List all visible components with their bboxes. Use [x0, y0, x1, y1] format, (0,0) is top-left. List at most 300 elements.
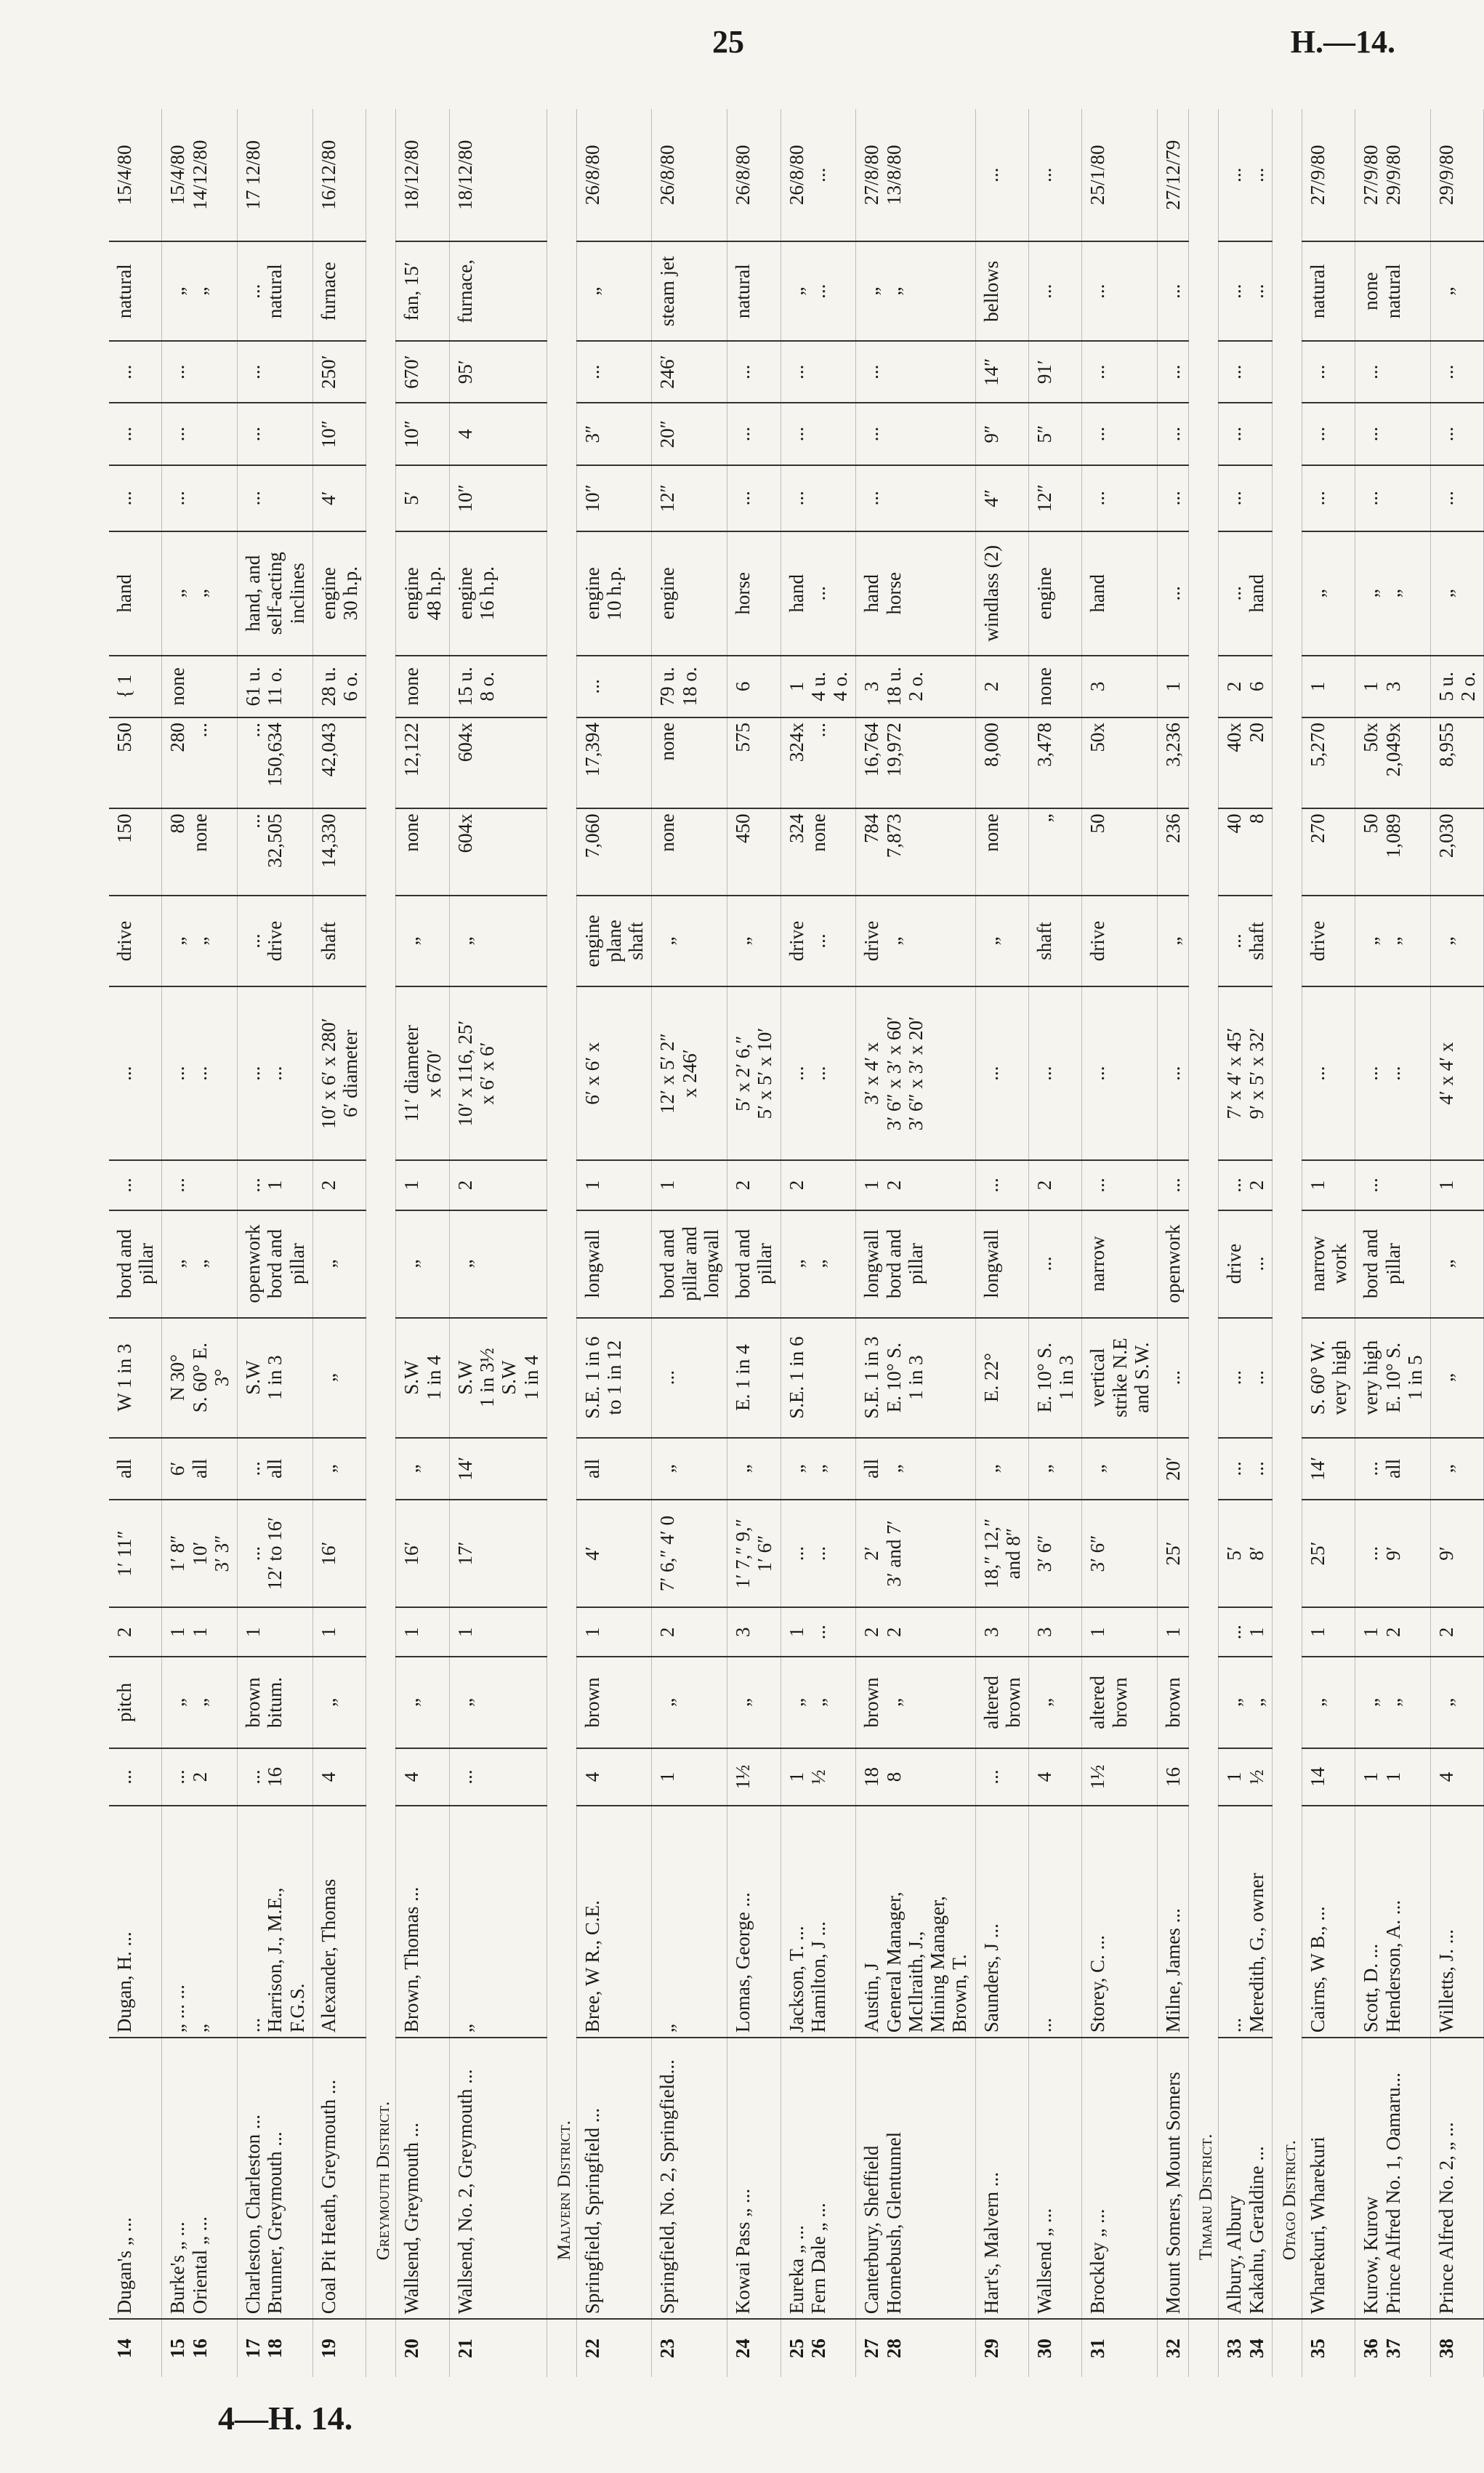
- row-number-cell: 31: [1082, 2319, 1158, 2377]
- coal-kind-cell: „: [396, 1657, 449, 1748]
- depth-value-cell: 14″: [975, 341, 1028, 403]
- district-heading: Greymouth District.: [374, 2101, 394, 2261]
- coal-kind-cell: brown: [1158, 1657, 1189, 1748]
- pump-size-cell: ...: [1355, 403, 1431, 465]
- ventilation-method-cell: ...: [1158, 241, 1189, 341]
- seam-count-cell: ... 1: [1219, 1607, 1272, 1657]
- depth-value-cell: ...: [727, 341, 781, 403]
- mine-name-cell: Albury, Albury Kakahu, Geraldine ...: [1219, 2038, 1272, 2319]
- worked-thickness-cell: all: [109, 1438, 162, 1500]
- main-dimension-cell: 12″: [652, 465, 727, 531]
- main-dimension-cell: ...: [162, 465, 238, 531]
- pump-size-cell: ...: [162, 403, 238, 465]
- owner-name-cell: „ ... ... „: [162, 1806, 238, 2038]
- seam-count-cell: 1: [396, 1607, 449, 1657]
- persons-employed-cell: 3 18 u. 2 o.: [856, 656, 975, 717]
- seam-thickness-cell: ... 9′: [1355, 1500, 1431, 1607]
- row-number-cell: 24: [727, 2319, 781, 2377]
- previous-output-cell: none: [396, 808, 449, 896]
- worked-thickness-cell: „: [727, 1438, 781, 1500]
- output-tons-cell: 8,955: [1431, 717, 1484, 808]
- seam-count-cell: 1: [1302, 1607, 1355, 1657]
- mine-name-cell: Kowai Pass „ ...: [727, 2038, 781, 2319]
- inspection-date-cell: ...: [1033, 167, 1055, 182]
- acreage-cell: ...: [449, 1748, 547, 1806]
- previous-output-cell: none: [975, 808, 1028, 896]
- previous-output-cell: 324 none: [781, 808, 856, 896]
- coal-kind-cell: altered brown: [1082, 1657, 1158, 1748]
- depth-value-cell: ...: [781, 341, 856, 403]
- table-row: [238, 109, 313, 2377]
- seam-dip-cell: S.E. 1 in 6: [781, 1318, 856, 1438]
- coal-kind-cell: „: [727, 1657, 781, 1748]
- table-row: [449, 109, 547, 2377]
- inspection-date-cell: 27/8/80 13/8/80: [860, 145, 905, 205]
- output-tons-cell: 575: [727, 717, 781, 808]
- mine-name-cell: Charleston, Charleston ... Brunner, Greymouth ...: [238, 2038, 313, 2319]
- row-number-cell: 23: [652, 2319, 727, 2377]
- worked-thickness-cell: „: [1431, 1438, 1484, 1500]
- shaft-count-cell: 2: [781, 1160, 856, 1210]
- coal-kind-cell: pitch: [109, 1657, 162, 1748]
- entry-method-cell: „: [727, 896, 781, 986]
- table-row: [781, 109, 856, 2377]
- entry-method-cell: drive: [1302, 896, 1355, 986]
- mine-name-cell: Hart's, Malvern ...: [975, 2038, 1028, 2319]
- pump-size-cell: 3″: [576, 403, 652, 465]
- persons-employed-cell: none: [162, 656, 238, 717]
- depth-value-cell: ...: [1355, 341, 1431, 403]
- inspection-date-cell: 26/8/80: [581, 145, 603, 205]
- persons-employed-cell: 5 u. 2 o.: [1431, 656, 1484, 717]
- inspection-date-cell: 29/9/80: [1435, 145, 1458, 205]
- shaft-count-cell: ...: [162, 1160, 238, 1210]
- owner-name-cell: Alexander, Thomas: [312, 1806, 366, 2038]
- pump-size-cell: 4: [449, 403, 547, 465]
- output-tons-cell: none: [652, 717, 727, 808]
- output-tons-cell: 604x: [449, 717, 547, 808]
- seam-thickness-cell: ... 12′ to 16′: [238, 1500, 313, 1607]
- ventilation-method-cell: natural: [1302, 241, 1355, 341]
- coal-kind-cell: „ „: [1219, 1657, 1272, 1748]
- seam-count-cell: 1: [1082, 1607, 1158, 1657]
- output-tons-cell: 280 ...: [162, 717, 238, 808]
- row-number-cell: 25 26: [781, 2319, 856, 2377]
- inspection-date-cell: ...: [980, 167, 1002, 182]
- owner-name-cell: Austin, J General Manager, McIlraith, J., Mining Manager, Brown, T.: [856, 1806, 975, 2038]
- inspection-date-cell: 26/8/80 ...: [785, 145, 829, 205]
- previous-output-cell: 2,030: [1431, 808, 1484, 896]
- haulage-power-cell: engine: [1028, 531, 1081, 656]
- haulage-power-cell: „ „: [1355, 531, 1431, 656]
- haulage-power-cell: „: [1431, 531, 1484, 656]
- previous-output-cell: 270: [1302, 808, 1355, 896]
- row-number-cell: 21: [449, 2319, 547, 2377]
- mine-name-cell: Brockley „ ...: [1082, 2038, 1158, 2319]
- pump-size-cell: ...: [1219, 403, 1272, 465]
- persons-employed-cell: none: [396, 656, 449, 717]
- working-system-cell: „ „: [162, 1210, 238, 1318]
- entry-method-cell: „: [975, 896, 1028, 986]
- worked-thickness-cell: ... ...: [1219, 1438, 1272, 1500]
- entry-method-cell: „: [652, 896, 727, 986]
- main-dimension-cell: ...: [1158, 465, 1189, 531]
- working-system-cell: bord and pillar: [1355, 1210, 1431, 1318]
- pump-size-cell: 10″: [312, 403, 366, 465]
- acreage-cell: 4: [312, 1748, 366, 1806]
- owner-name-cell: „: [449, 1806, 547, 2038]
- shaft-count-cell: 2: [1028, 1160, 1081, 1210]
- inspection-date-cell: 18/12/80: [400, 140, 423, 210]
- table-body: [109, 109, 1484, 2377]
- shaft-count-cell: ...: [1355, 1160, 1431, 1210]
- acreage-cell: 1½: [1082, 1748, 1158, 1806]
- main-dimension-cell: 4′: [312, 465, 366, 531]
- inspection-date-cell: 26/8/80: [656, 145, 679, 205]
- coal-kind-cell: „ „: [162, 1657, 238, 1748]
- shaft-count-cell: 2: [727, 1160, 781, 1210]
- entry-method-cell: „ „: [1355, 896, 1431, 986]
- ventilation-method-cell: „: [1431, 241, 1484, 341]
- shaft-dimensions-cell: 7′ x 4′ x 45′ 9′ x 5′ x 32′: [1219, 986, 1272, 1160]
- depth-value-cell: 95′: [449, 341, 547, 403]
- shaft-dimensions-cell: 6′ x 6′ x: [576, 986, 652, 1160]
- row-number-cell: 29: [975, 2319, 1028, 2377]
- seam-thickness-cell: ... ...: [781, 1500, 856, 1607]
- seam-thickness-cell: 3′ 6″: [1082, 1500, 1158, 1607]
- acreage-cell: ...: [109, 1748, 162, 1806]
- previous-output-cell: 784 7,873: [856, 808, 975, 896]
- table-row: [1158, 109, 1189, 2377]
- entry-method-cell: „ „: [162, 896, 238, 986]
- seam-count-cell: 3: [1028, 1607, 1081, 1657]
- seam-thickness-cell: 16′: [396, 1500, 449, 1607]
- haulage-power-cell: engine 48 h.p.: [396, 531, 449, 656]
- shaft-dimensions-cell: 4′ x 4′ x: [1431, 986, 1484, 1160]
- shaft-dimensions-cell: ... ...: [162, 986, 238, 1160]
- haulage-power-cell: hand horse: [856, 531, 975, 656]
- mine-name-cell: Wallsend, No. 2, Greymouth ...: [449, 2038, 547, 2319]
- entry-method-cell: „: [396, 896, 449, 986]
- pump-size-cell: 5″: [1028, 403, 1081, 465]
- main-dimension-cell: 5′: [396, 465, 449, 531]
- table-row: [856, 109, 975, 2377]
- owner-name-cell: Cairns, W B., ...: [1302, 1806, 1355, 2038]
- owner-name-cell: Dugan, H. ...: [109, 1806, 162, 2038]
- inspection-date-cell: 27/9/80 29/9/80: [1360, 145, 1404, 205]
- pump-size-cell: ...: [1082, 403, 1158, 465]
- seam-dip-cell: very high E. 10° S. 1 in 5: [1355, 1318, 1431, 1438]
- haulage-power-cell: ...: [1158, 531, 1189, 656]
- mine-name-cell: Wharekuri, Wharekuri: [1302, 2038, 1355, 2319]
- seam-count-cell: 1: [449, 1607, 547, 1657]
- row-number-cell: 32: [1158, 2319, 1189, 2377]
- haulage-power-cell: engine 10 h.p.: [576, 531, 652, 656]
- owner-name-cell: „: [652, 1806, 727, 2038]
- coal-kind-cell: „: [449, 1657, 547, 1748]
- shaft-count-cell: ...: [975, 1160, 1028, 1210]
- ventilation-method-cell: „ „: [162, 241, 238, 341]
- shaft-count-cell: 2: [312, 1160, 366, 1210]
- page-signature: 4—H. 14.: [218, 2400, 353, 2437]
- main-dimension-cell: 12″: [1028, 465, 1081, 531]
- previous-output-cell: 150: [109, 808, 162, 896]
- haulage-power-cell: „ „: [162, 531, 238, 656]
- seam-dip-cell: S.E. 1 in 3 E. 10° S. 1 in 3: [856, 1318, 975, 1438]
- main-dimension-cell: 10″: [449, 465, 547, 531]
- ventilation-method-cell: „ ...: [781, 241, 856, 341]
- shaft-dimensions-cell: 11′ diameter x 670′: [396, 986, 449, 1160]
- main-dimension-cell: ...: [1431, 465, 1484, 531]
- shaft-count-cell: 1: [396, 1160, 449, 1210]
- working-system-cell: bord and pillar: [727, 1210, 781, 1318]
- depth-value-cell: ...: [856, 341, 975, 403]
- depth-value-cell: ...: [1158, 341, 1189, 403]
- acreage-cell: ... 2: [162, 1748, 238, 1806]
- ventilation-method-cell: furnace: [312, 241, 366, 341]
- working-system-cell: ...: [1028, 1210, 1081, 1318]
- seam-thickness-cell: 17′: [449, 1500, 547, 1607]
- seam-count-cell: 1: [312, 1607, 366, 1657]
- acreage-cell: ... 16: [238, 1748, 313, 1806]
- mine-name-cell: Wallsend „ ...: [1028, 2038, 1081, 2319]
- ventilation-method-cell: ... natural: [238, 241, 313, 341]
- shaft-count-cell: ...: [1082, 1160, 1158, 1210]
- working-system-cell: longwall: [576, 1210, 652, 1318]
- pump-size-cell: ...: [1158, 403, 1189, 465]
- working-system-cell: „: [396, 1210, 449, 1318]
- working-system-cell: bord and pillar: [109, 1210, 162, 1318]
- table-row: [162, 109, 238, 2377]
- depth-value-cell: 670′: [396, 341, 449, 403]
- depth-value-cell: ...: [1219, 341, 1272, 403]
- pump-size-cell: 20″: [652, 403, 727, 465]
- document-reference: H.—14.: [1290, 24, 1395, 60]
- worked-thickness-cell: „: [1082, 1438, 1158, 1500]
- seam-count-cell: 3: [975, 1607, 1028, 1657]
- owner-name-cell: Bree, W R., C.E.: [576, 1806, 652, 2038]
- district-heading-row: [1272, 109, 1302, 2377]
- previous-output-cell: 236: [1158, 808, 1189, 896]
- seam-thickness-cell: 1′ 7,″ 9,″ 1′ 6″: [727, 1500, 781, 1607]
- entry-method-cell: „: [1431, 896, 1484, 986]
- seam-dip-cell: S.W 1 in 3½ S.W 1 in 4: [449, 1318, 547, 1438]
- entry-method-cell: shaft: [312, 896, 366, 986]
- depth-value-cell: 250′: [312, 341, 366, 403]
- worked-thickness-cell: „: [1028, 1438, 1081, 1500]
- output-tons-cell: 324x ...: [781, 717, 856, 808]
- coal-kind-cell: „: [652, 1657, 727, 1748]
- coal-kind-cell: brown bitum.: [238, 1657, 313, 1748]
- pump-size-cell: ...: [109, 403, 162, 465]
- haulage-power-cell: hand: [109, 531, 162, 656]
- seam-dip-cell: S. 60° W. very high: [1302, 1318, 1355, 1438]
- inspection-date-cell: 18/12/80: [453, 140, 476, 210]
- depth-value-cell: ...: [238, 341, 313, 403]
- seam-count-cell: 1: [238, 1607, 313, 1657]
- table-row: [1028, 109, 1081, 2377]
- persons-employed-cell: { 1: [109, 656, 162, 717]
- mine-name-cell: Springfield, No. 2, Springfield...: [652, 2038, 727, 2319]
- coal-kind-cell: „ „: [781, 1657, 856, 1748]
- seam-dip-cell: ...: [1158, 1318, 1189, 1438]
- working-system-cell: longwall bord and pillar: [856, 1210, 975, 1318]
- depth-value-cell: ...: [576, 341, 652, 403]
- acreage-cell: 1 ½: [781, 1748, 856, 1806]
- persons-employed-cell: 1: [1302, 656, 1355, 717]
- haulage-power-cell: hand: [1082, 531, 1158, 656]
- persons-employed-cell: 79 u. 18 o.: [652, 656, 727, 717]
- acreage-cell: 14: [1302, 1748, 1355, 1806]
- table-row: [396, 109, 449, 2377]
- worked-thickness-cell: 20′: [1158, 1438, 1189, 1500]
- worked-thickness-cell: „: [975, 1438, 1028, 1500]
- persons-employed-cell: 6: [727, 656, 781, 717]
- owner-name-cell: Lomas, George ...: [727, 1806, 781, 2038]
- seam-dip-cell: S.W 1 in 3: [238, 1318, 313, 1438]
- table-row: [109, 109, 162, 2377]
- worked-thickness-cell: „: [312, 1438, 366, 1500]
- seam-count-cell: 3: [727, 1607, 781, 1657]
- previous-output-cell: 50: [1082, 808, 1158, 896]
- coal-kind-cell: brown: [576, 1657, 652, 1748]
- owner-name-cell: Jackson, T. ... Hamilton, J ...: [781, 1806, 856, 2038]
- seam-dip-cell: E. 1 in 4: [727, 1318, 781, 1438]
- output-tons-cell: 17,394: [576, 717, 652, 808]
- shaft-dimensions-cell: ...: [1082, 986, 1158, 1160]
- entry-method-cell: drive ...: [781, 896, 856, 986]
- output-tons-cell: 5,270: [1302, 717, 1355, 808]
- main-dimension-cell: ...: [109, 465, 162, 531]
- shaft-count-cell: 1 2: [856, 1160, 975, 1210]
- mine-name-cell: Kurow, Kurow Prince Alfred No. 1, Oamaru...: [1355, 2038, 1431, 2319]
- depth-value-cell: ...: [1302, 341, 1355, 403]
- table-row: [727, 109, 781, 2377]
- worked-thickness-cell: ... all: [238, 1438, 313, 1500]
- ventilation-method-cell: fan, 15′: [396, 241, 449, 341]
- persons-employed-cell: 1 3: [1355, 656, 1431, 717]
- seam-count-cell: 1: [576, 1607, 652, 1657]
- seam-thickness-cell: 5′ 8′: [1219, 1500, 1272, 1607]
- acreage-cell: 4: [576, 1748, 652, 1806]
- entry-method-cell: drive: [1082, 896, 1158, 986]
- worked-thickness-cell: all: [576, 1438, 652, 1500]
- mine-name-cell: Mount Somers, Mount Somers: [1158, 2038, 1189, 2319]
- output-tons-cell: 3,478: [1028, 717, 1081, 808]
- district-spacer: [1189, 2319, 1219, 2377]
- shaft-count-cell: 1: [1302, 1160, 1355, 1210]
- seam-count-cell: 1 1: [162, 1607, 238, 1657]
- coal-kind-cell: „: [1431, 1657, 1484, 1748]
- seam-dip-cell: E. 10° S. 1 in 3: [1028, 1318, 1081, 1438]
- coal-kind-cell: altered brown: [975, 1657, 1028, 1748]
- depth-value-cell: 246′: [652, 341, 727, 403]
- output-tons-cell: 42,043: [312, 717, 366, 808]
- row-number-cell: 35: [1302, 2319, 1355, 2377]
- haulage-power-cell: engine: [652, 531, 727, 656]
- acreage-cell: 18 8: [856, 1748, 975, 1806]
- acreage-cell: 1 ½: [1219, 1748, 1272, 1806]
- table-row: [1355, 109, 1431, 2377]
- main-dimension-cell: ...: [1355, 465, 1431, 531]
- entry-method-cell: ... drive: [238, 896, 313, 986]
- shaft-dimensions-cell: 10′ x 116, 25′ x 6′ x 6′: [449, 986, 547, 1160]
- previous-output-cell: ... 32,505: [238, 808, 313, 896]
- inspection-date-cell: 17 12/80: [242, 140, 265, 210]
- shaft-dimensions-cell: ...: [1028, 986, 1081, 1160]
- main-dimension-cell: ...: [727, 465, 781, 531]
- shaft-count-cell: ... 2: [1219, 1160, 1272, 1210]
- working-system-cell: „: [1431, 1210, 1484, 1318]
- worked-thickness-cell: „: [396, 1438, 449, 1500]
- inspection-date-cell: 16/12/80: [317, 140, 339, 210]
- ventilation-method-cell: furnace,: [449, 241, 547, 341]
- persons-employed-cell: 61 u. 11 o.: [238, 656, 313, 717]
- ventilation-method-cell: none natural: [1355, 241, 1431, 341]
- inspection-date-cell: 27/12/79: [1162, 140, 1185, 210]
- seam-dip-cell: E. 22°: [975, 1318, 1028, 1438]
- pump-size-cell: ...: [1431, 403, 1484, 465]
- previous-output-cell: 14,330: [312, 808, 366, 896]
- haulage-power-cell: ... hand: [1219, 531, 1272, 656]
- seam-thickness-cell: 4′: [576, 1500, 652, 1607]
- pump-size-cell: 10″: [396, 403, 449, 465]
- ventilation-method-cell: steam jet: [652, 241, 727, 341]
- persons-employed-cell: 28 u. 6 o.: [312, 656, 366, 717]
- coal-kind-cell: „: [312, 1657, 366, 1748]
- rotated-table-block: [109, 109, 1480, 2377]
- ventilation-method-cell: „ „: [856, 241, 975, 341]
- previous-output-cell: none: [652, 808, 727, 896]
- working-system-cell: bord and pillar and longwall: [652, 1210, 727, 1318]
- shaft-count-cell: ...: [109, 1160, 162, 1210]
- seam-thickness-cell: 7′ 6,″ 4′ 0: [652, 1500, 727, 1607]
- district-heading-row: [366, 109, 396, 2377]
- entry-method-cell: drive: [109, 896, 162, 986]
- owner-name-cell: Willetts, J. ...: [1431, 1806, 1484, 2038]
- owner-name-cell: Milne, James ...: [1158, 1806, 1189, 2038]
- inspection-date-cell: 27/9/80: [1306, 145, 1328, 205]
- inspection-date-cell: ... ...: [1223, 167, 1267, 182]
- seam-dip-cell: W 1 in 3: [109, 1318, 162, 1438]
- table-row: [1302, 109, 1355, 2377]
- shaft-dimensions-cell: ...: [1302, 986, 1355, 1160]
- output-tons-cell: 50x 2,049x: [1355, 717, 1431, 808]
- working-system-cell: openwork bord and pillar: [238, 1210, 313, 1318]
- seam-thickness-cell: 25′: [1302, 1500, 1355, 1607]
- haulage-power-cell: horse: [727, 531, 781, 656]
- entry-method-cell: ... shaft: [1219, 896, 1272, 986]
- shaft-dimensions-cell: ...: [975, 986, 1028, 1160]
- mine-name-cell: Prince Alfred No. 2, „ ...: [1431, 2038, 1484, 2319]
- owner-name-cell: Scott, D. ... Henderson, A. ...: [1355, 1806, 1431, 2038]
- working-system-cell: drive ...: [1219, 1210, 1272, 1318]
- worked-thickness-cell: „ „: [781, 1438, 856, 1500]
- shaft-dimensions-cell: 12′ x 5′ 2″ x 246′: [652, 986, 727, 1160]
- row-number-cell: 15 16: [162, 2319, 238, 2377]
- output-tons-cell: ... 150,634: [238, 717, 313, 808]
- row-number-cell: 19: [312, 2319, 366, 2377]
- previous-output-cell: 7,060: [576, 808, 652, 896]
- mine-name-cell: Eureka „ ... Fern Dale „ ...: [781, 2038, 856, 2319]
- persons-employed-cell: 1: [1158, 656, 1189, 717]
- district-heading-row: [1189, 109, 1219, 2377]
- worked-thickness-cell: 14′: [1302, 1438, 1355, 1500]
- persons-employed-cell: 2 6: [1219, 656, 1272, 717]
- acreage-cell: 4: [1028, 1748, 1081, 1806]
- acreage-cell: 1 1: [1355, 1748, 1431, 1806]
- haulage-power-cell: hand, and self-acting inclines: [238, 531, 313, 656]
